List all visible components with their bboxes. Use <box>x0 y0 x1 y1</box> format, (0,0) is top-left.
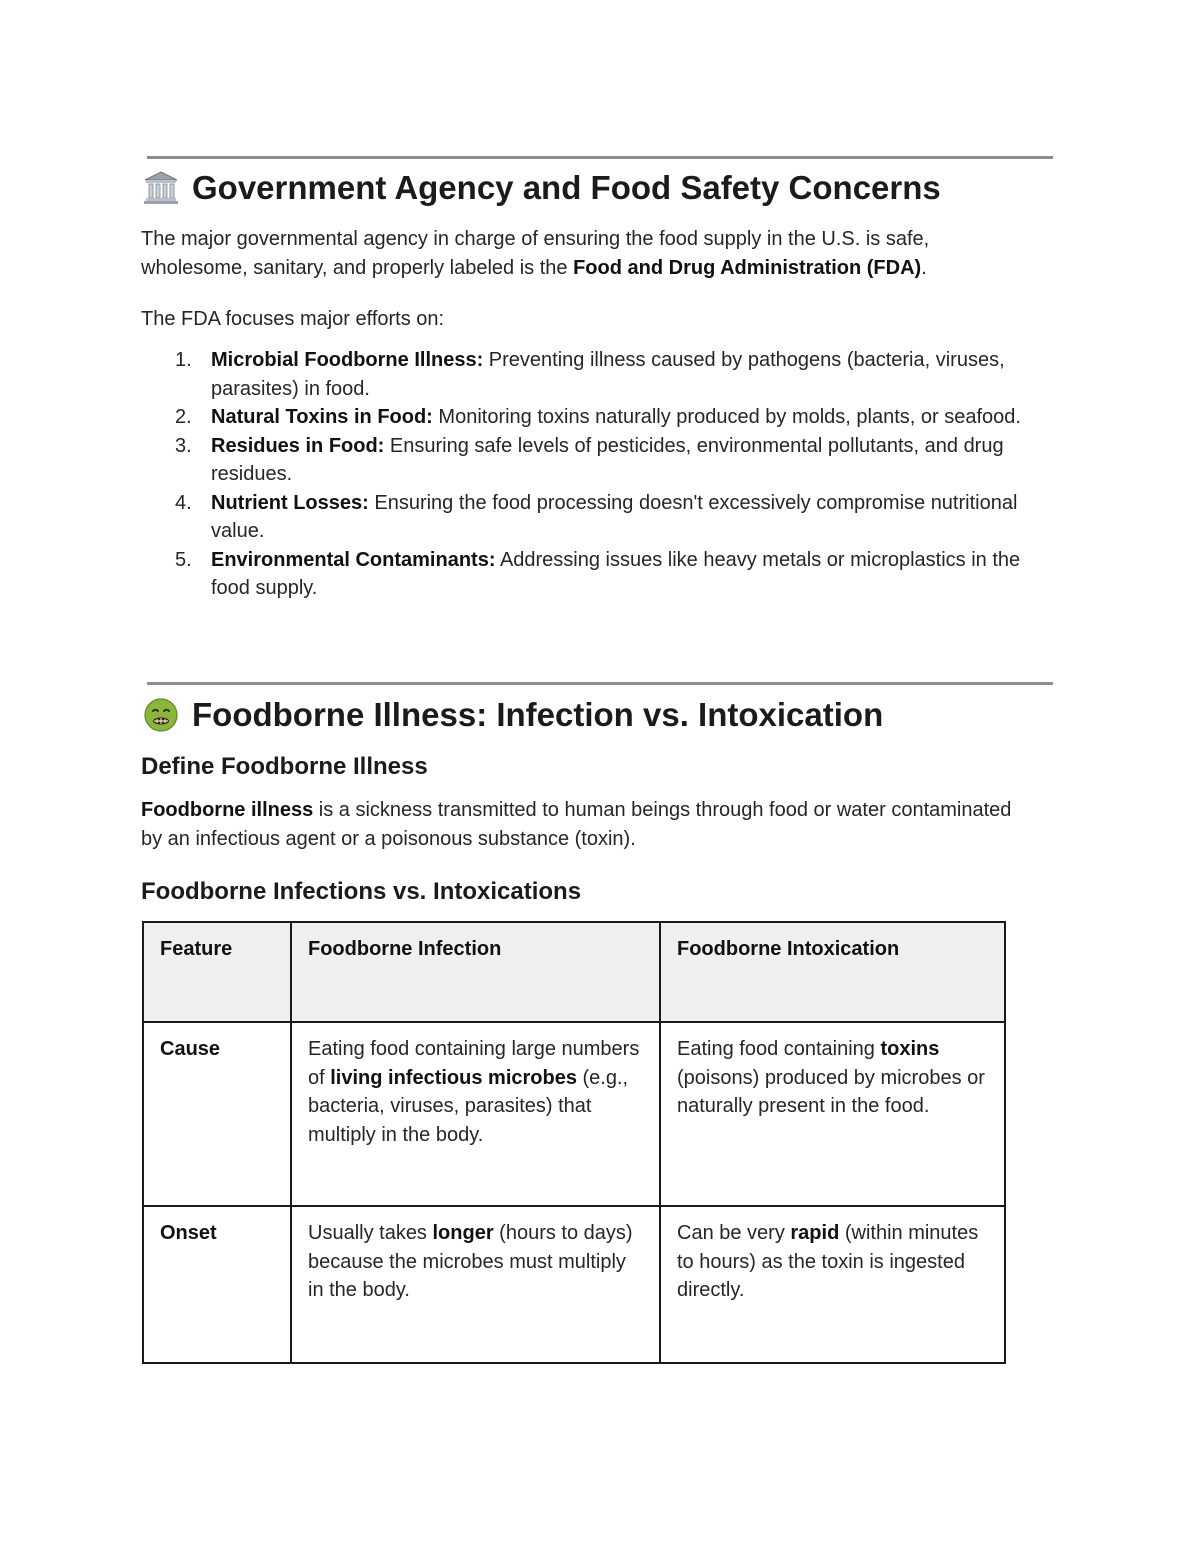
list-desc: Addressing issues like heavy metals or microplastics in the food supply. <box>211 548 1021 599</box>
list-number: 3. <box>175 434 192 457</box>
list-item <box>141 489 1053 546</box>
list-number: 2. <box>175 406 192 428</box>
classical-building-icon <box>142 169 180 207</box>
list-number: 5. <box>175 548 192 571</box>
cell-bold: longer <box>432 1222 494 1244</box>
list-term: Natural Toxins in Food: <box>211 406 433 428</box>
list-desc: Ensuring the food processing doesn't excessively compromise nutritional value. <box>211 491 1018 542</box>
list-desc: Preventing illness caused by pathogens (bacteria, viruses, parasites) in food. <box>211 349 1005 400</box>
cell-bold: living infectious microbes <box>330 1066 577 1089</box>
cell-text: Can be very <box>677 1222 791 1244</box>
cell-text: Usually takes <box>308 1222 433 1244</box>
list-desc: Ensuring safe levels of pesticides, environmental pollutants, and drug residues. <box>211 434 1004 485</box>
list-number: 1. <box>175 349 192 371</box>
definition-text: is a sickness transmitted to human beings through food or water contaminated by an infectious agent or a poisonous substance (toxin). <box>141 799 1012 850</box>
list-item <box>141 546 1053 603</box>
onset-intoxication-cell <box>660 1206 1005 1363</box>
fda-concerns-list <box>141 346 1053 603</box>
row-label-onset: Onset <box>143 1206 291 1363</box>
cell-text: Eating food containing large numbers of <box>308 1038 640 1089</box>
cell-text: Eating food containing <box>677 1038 881 1060</box>
header-feature: Feature <box>143 922 291 1022</box>
section-title-foodborne <box>142 695 883 735</box>
table-row <box>143 1206 1005 1363</box>
list-desc: Monitoring toxins naturally produced by molds, plants, or seafood. <box>432 406 1021 428</box>
definition-paragraph <box>141 796 1021 853</box>
row-label-cause: Cause <box>143 1022 291 1206</box>
section-title-government <box>142 168 941 208</box>
cause-infection-cell <box>291 1022 660 1206</box>
cell-text: (poisons) produced by microbes or naturally present in the food. <box>677 1066 985 1117</box>
list-item <box>141 403 1053 432</box>
cell-text: (within minutes to hours) as the toxin is ingested directly. <box>677 1222 979 1301</box>
section-divider-top <box>147 156 1053 159</box>
cell-bold: toxins <box>880 1038 940 1060</box>
onset-infection-cell <box>291 1206 660 1363</box>
section-divider-middle <box>147 682 1053 685</box>
comparison-table <box>142 921 1006 1364</box>
intro-text: The major governmental agency in charge of ensuring the food supply in the U.S. is safe, wholesome, sanitary, and properly labeled is the <box>141 228 930 279</box>
intro-period: . <box>921 256 927 279</box>
cause-intoxication-cell <box>660 1022 1005 1206</box>
table-row <box>143 1022 1005 1206</box>
cell-text: (e.g., bacteria, viruses, parasites) that multiply in the body. <box>308 1066 629 1146</box>
cell-text: (hours to days) because the microbes must multiply in the body. <box>308 1222 633 1301</box>
fda-focus-intro: The FDA focuses major efforts on: <box>141 308 445 330</box>
list-number: 4. <box>175 491 192 514</box>
list-item <box>141 346 1053 403</box>
compare-heading: Foodborne Infections vs. Intoxications <box>141 878 582 905</box>
section-title-text: Foodborne Illness: Infection vs. Intoxication <box>192 696 884 733</box>
header-intoxication: Foodborne Intoxication <box>660 922 1005 1022</box>
nauseated-face-icon <box>142 696 180 734</box>
definition-term: Foodborne illness <box>141 799 314 821</box>
list-term: Nutrient Losses: <box>211 491 369 514</box>
cell-bold: rapid <box>790 1222 840 1244</box>
list-item <box>141 432 1053 489</box>
fda-intro-paragraph <box>141 225 1041 282</box>
list-term: Microbial Foodborne Illness: <box>211 349 484 371</box>
list-term: Residues in Food: <box>211 434 385 457</box>
table-header-row <box>143 922 1005 1022</box>
define-heading: Define Foodborne Illness <box>141 753 428 780</box>
list-term: Environmental Contaminants: <box>211 548 496 571</box>
section-title-text: Government Agency and Food Safety Concerns <box>192 169 941 206</box>
header-infection: Foodborne Infection <box>291 922 660 1022</box>
fda-name: Food and Drug Administration (FDA) <box>573 256 922 279</box>
